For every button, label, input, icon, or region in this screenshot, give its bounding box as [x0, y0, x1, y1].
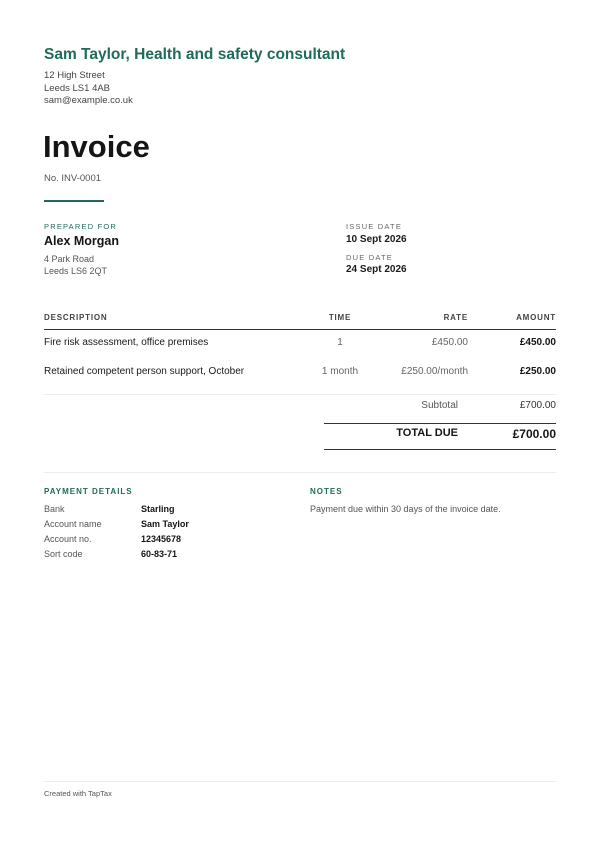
row-rate: £250.00/month: [401, 366, 468, 377]
business-name: Sam Taylor, Health and safety consultant: [44, 46, 346, 63]
client-address-line2: Leeds LS6 2QT: [44, 266, 108, 276]
row-rate: £450.00: [431, 337, 468, 348]
row-time: 1: [337, 337, 343, 348]
total-top-divider: [324, 423, 556, 424]
column-header-time: TIME: [328, 313, 352, 322]
payment-value-sort-code: 60-83-71: [141, 549, 178, 559]
footer-divider: [44, 781, 556, 782]
business-address-line1: 12 High Street: [44, 70, 105, 81]
payment-key-bank: Bank: [44, 504, 65, 514]
prepared-for-label: PREPARED FOR: [44, 222, 118, 231]
notes-text: Payment due within 30 days of the invoice date.: [310, 504, 501, 514]
footer-credit: Created with TapTax: [44, 789, 112, 798]
payment-value-account-name: Sam Taylor: [141, 519, 189, 529]
due-date-value: 24 Sept 2026: [346, 264, 407, 275]
notes-label: NOTES: [310, 487, 343, 496]
payment-value-bank: Starling: [141, 504, 175, 514]
invoice-number: No. INV-0001: [44, 173, 102, 184]
accent-divider: [44, 200, 104, 202]
table-header-divider: [44, 329, 556, 330]
payment-key-account-name: Account name: [44, 519, 102, 529]
issue-date-label: ISSUE DATE: [346, 222, 403, 231]
business-email: sam@example.co.uk: [44, 95, 133, 106]
payment-key-account-no: Account no.: [44, 534, 92, 544]
row-description: Retained competent person support, October: [44, 366, 245, 377]
client-address-line1: 4 Park Road: [44, 254, 95, 264]
total-due-label: TOTAL DUE: [396, 427, 458, 439]
total-bottom-divider: [324, 449, 556, 450]
payment-value-account-no: 12345678: [141, 534, 182, 544]
issue-date-value: 10 Sept 2026: [346, 234, 407, 245]
column-header-amount: AMOUNT: [516, 313, 556, 322]
section-divider: [44, 472, 556, 473]
column-header-rate: RATE: [443, 313, 468, 322]
client-name: Alex Morgan: [44, 234, 120, 248]
business-address: [44, 70, 133, 108]
business-address-line2: Leeds LS1 4AB: [44, 82, 111, 94]
row-amount: £450.00: [519, 337, 556, 348]
payment-details-label: PAYMENT DETAILS: [44, 487, 133, 496]
table-end-divider: [44, 394, 556, 395]
invoice-title: Invoice: [43, 129, 150, 164]
total-due-value: £700.00: [512, 427, 556, 441]
row-description: Fire risk assessment, office premises: [44, 337, 209, 348]
client-address: [44, 253, 107, 277]
due-date-label: DUE DATE: [346, 253, 393, 262]
payment-key-sort-code: Sort code: [44, 549, 83, 559]
row-amount: £250.00: [519, 366, 556, 377]
subtotal-value: £700.00: [519, 400, 556, 411]
subtotal-label: Subtotal: [421, 400, 458, 411]
column-header-description: DESCRIPTION: [44, 313, 108, 322]
row-time: 1 month: [321, 366, 359, 377]
